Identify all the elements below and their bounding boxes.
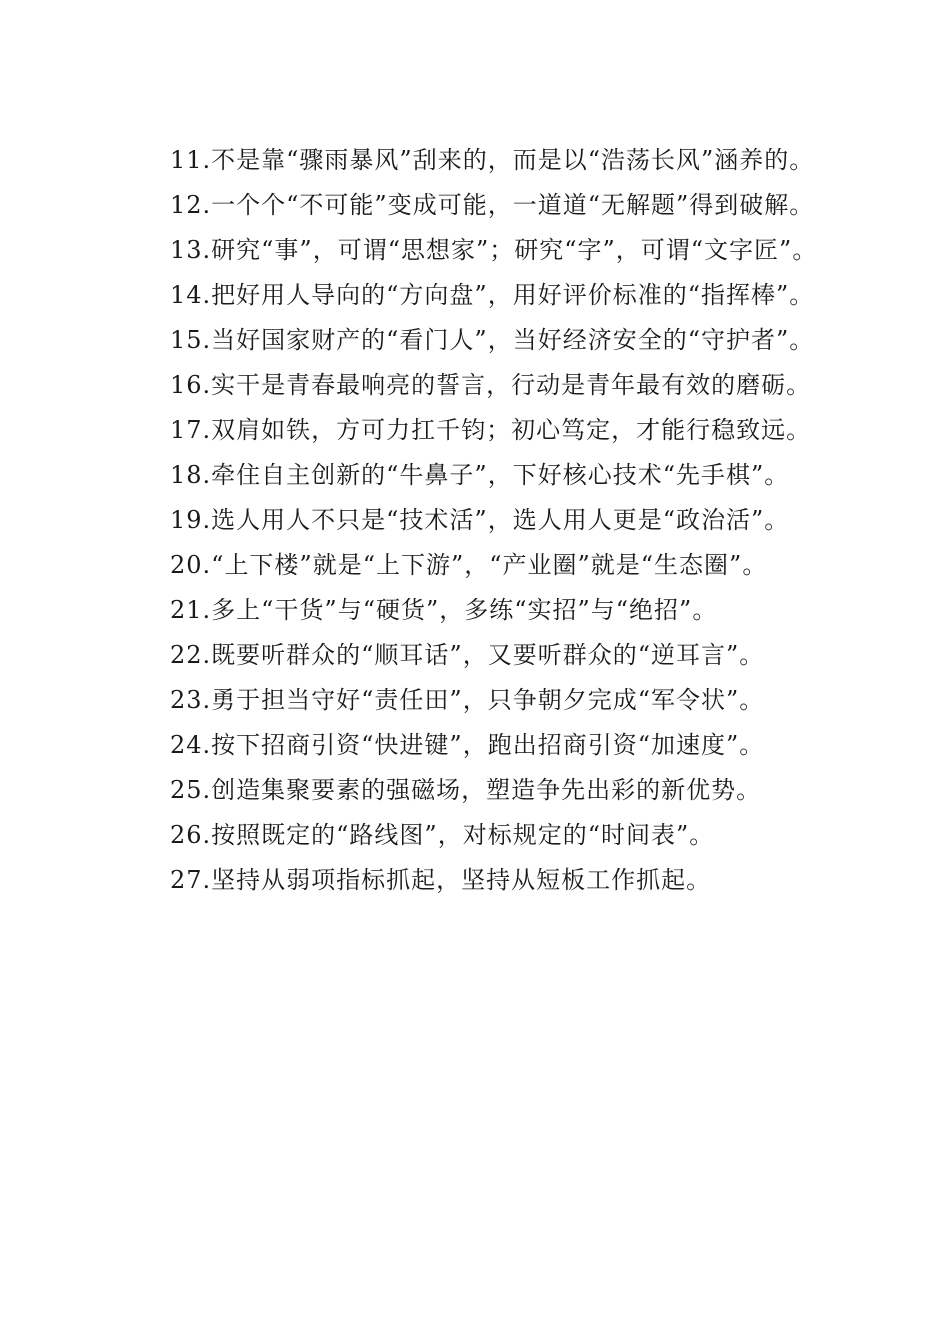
list-item: 14.把好用人导向的“方向盘”，用好评价标准的“指挥棒”。 [170,281,815,309]
list-item: 20.“上下楼”就是“上下游”，“产业圈”就是“生态圈”。 [170,551,768,579]
document-body [121,138,831,903]
list-item: 22.既要听群众的“顺耳话”，又要听群众的“逆耳言”。 [170,641,765,669]
list-item: 27.坚持从弱项指标抓起，坚持从短板工作抓起。 [170,866,712,894]
list-item: 13.研究“事”，可谓“思想家”；研究“字”，可谓“文字匠”。 [170,236,818,264]
list-item: 23.勇于担当守好“责任田”，只争朝夕完成“军令状”。 [170,686,765,714]
list-item: 19.选人用人不只是“技术活”，选人用人更是“政治活”。 [170,506,790,534]
list-item: 25.创造集聚要素的强磁场，塑造争先出彩的新优势。 [170,776,762,804]
list-item: 17.双肩如铁，方可力扛千钧；初心笃定，才能行稳致远。 [170,416,812,444]
list-item: 21.多上“干货”与“硬货”，多练“实招”与“绝招”。 [170,596,718,624]
list-item: 18.牵住自主创新的“牛鼻子”，下好核心技术“先手棋”。 [170,461,790,489]
list-item: 24.按下招商引资“快进键”，跑出招商引资“加速度”。 [170,731,765,759]
list-item: 15.当好国家财产的“看门人”，当好经济安全的“守护者”。 [170,326,815,354]
list-item: 12.一个个“不可能”变成可能，一道道“无解题”得到破解。 [170,191,815,219]
list-item: 11.不是靠“骤雨暴风”刮来的，而是以“浩荡长风”涵养的。 [170,146,815,174]
list-item: 16.实干是青春最响亮的誓言，行动是青年最有效的磨砺。 [170,371,812,399]
list-item: 26.按照既定的“路线图”，对标规定的“时间表”。 [170,821,715,849]
